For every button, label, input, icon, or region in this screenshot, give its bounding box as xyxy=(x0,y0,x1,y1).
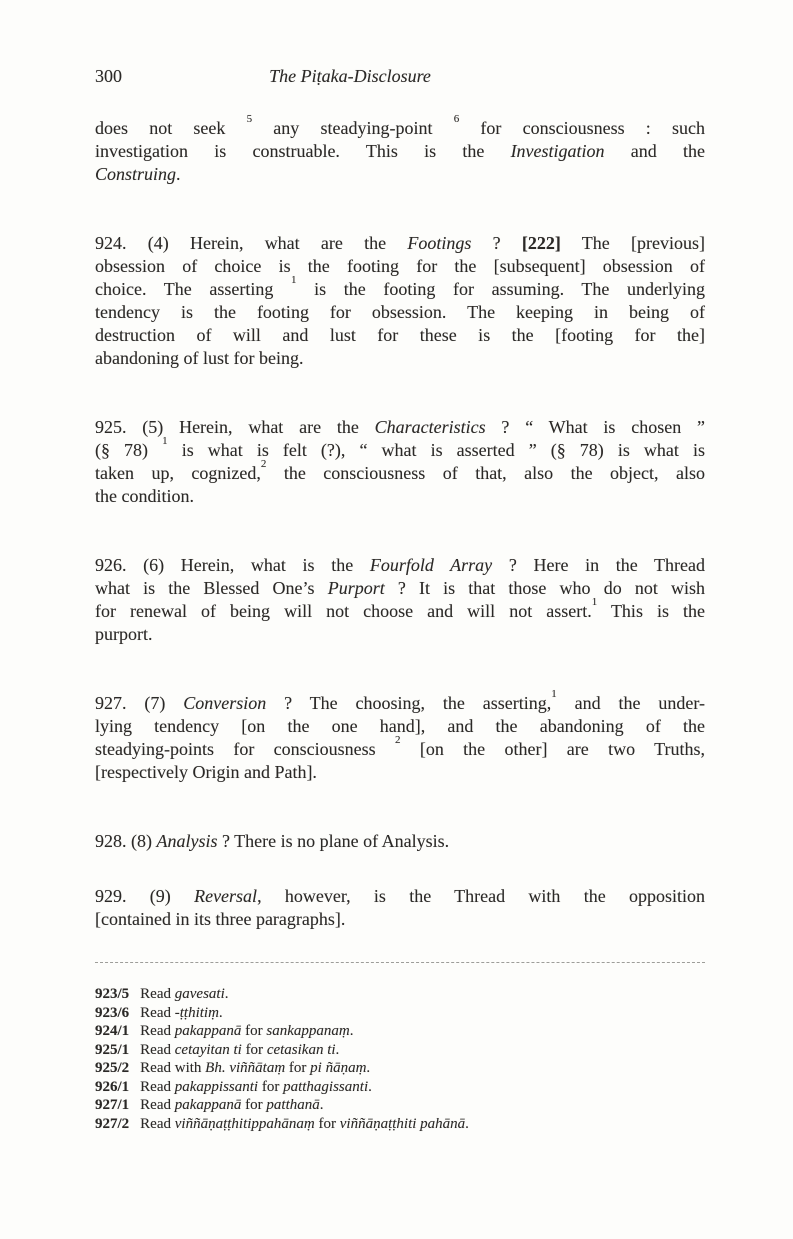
text-segment: (§ 78) xyxy=(95,440,163,460)
footnote-label: 926/1 xyxy=(95,1078,130,1095)
text-line xyxy=(95,347,705,370)
text-segment: patthanā xyxy=(266,1097,320,1113)
paragraph xyxy=(95,554,705,646)
footnote-ref: 6 xyxy=(453,113,460,126)
text-segment: . xyxy=(218,1004,223,1021)
text-segment: lying tendency [on the one hand], and the abandoning of the xyxy=(95,716,705,736)
text-segment: choice. The asserting xyxy=(95,279,291,299)
paragraph xyxy=(95,885,705,931)
text-segment: . xyxy=(366,1060,371,1076)
text-segment: 926. (6) Herein, what is the xyxy=(95,555,370,575)
text-segment: Bh. xyxy=(205,1060,226,1076)
text-segment: . xyxy=(465,1115,469,1132)
text-segment: abandoning of lust for being. xyxy=(95,348,304,368)
text-segment: . xyxy=(368,1078,372,1095)
text-segment: steadying-points for consciousness xyxy=(95,739,395,759)
paragraph xyxy=(95,113,705,186)
footnote xyxy=(95,1115,705,1134)
footnote-ref: 2 xyxy=(394,734,401,747)
text-segment: Conversion xyxy=(183,693,267,713)
text-segment: Characteristics xyxy=(374,417,486,437)
text-segment: [222] xyxy=(521,233,561,253)
footnote xyxy=(95,1059,705,1078)
page-number: 300 xyxy=(95,66,122,86)
text-segment: ? “ What is chosen ” xyxy=(485,417,705,437)
text-segment: cetasikan ti xyxy=(266,1041,336,1058)
paragraph xyxy=(95,416,705,508)
text-segment: Read xyxy=(140,1078,175,1095)
text-segment: . xyxy=(319,1097,324,1113)
text-segment: 927. (7) xyxy=(95,693,184,713)
text-segment: Read xyxy=(140,1115,175,1132)
text-segment: for xyxy=(258,1078,284,1095)
text-segment: pakappanā xyxy=(174,1023,242,1039)
text-line xyxy=(95,435,705,462)
text-segment: and the xyxy=(604,141,705,161)
text-line xyxy=(95,596,706,623)
text-line xyxy=(95,577,705,600)
text-segment: is what is felt (?), “ what is asserted ” (§ 78) is what is xyxy=(167,440,705,460)
text-segment: . xyxy=(335,1041,340,1058)
text-line xyxy=(95,274,705,301)
text-segment: viññāṇaṭṭhitippahānaṃ xyxy=(174,1115,315,1132)
text-line xyxy=(95,232,705,255)
text-segment: Read with xyxy=(140,1060,206,1076)
text-segment: 929. (9) xyxy=(95,886,195,906)
text-line xyxy=(95,885,705,908)
footnote xyxy=(95,985,705,1004)
text-segment: Investigation xyxy=(510,141,605,161)
text-segment: the condition. xyxy=(95,486,194,506)
text-segment: what is the Blessed One’s xyxy=(95,578,328,598)
text-segment: . xyxy=(349,1023,354,1039)
text-line xyxy=(95,113,705,140)
text-segment: [on the other] are two Truths, xyxy=(400,739,705,759)
text-segment: Read xyxy=(140,1023,175,1039)
text-segment: -ṭṭhitiṃ xyxy=(174,1004,219,1021)
paragraph xyxy=(95,232,705,370)
text-line xyxy=(95,301,705,324)
footnote-label: 925/2 xyxy=(95,1060,130,1076)
text-line xyxy=(95,485,705,508)
text-segment: Construing xyxy=(95,164,177,184)
text-line xyxy=(95,715,705,738)
text-segment: for consciousness : such xyxy=(459,118,705,138)
footnote-label: 925/1 xyxy=(95,1041,130,1058)
text-segment: ? xyxy=(471,233,522,253)
text-line xyxy=(95,623,705,646)
text-segment: for xyxy=(285,1060,311,1076)
text-line xyxy=(95,458,705,485)
text-segment: obsession of choice is the footing for the [subsequent] obsession of xyxy=(95,256,705,276)
footnote xyxy=(95,1096,705,1115)
text-line xyxy=(95,908,705,931)
text-segment: for renewal of being will not choose and will not assert. xyxy=(95,601,592,621)
text-segment: gavesati xyxy=(174,986,225,1002)
page-header xyxy=(95,66,705,88)
text-segment: for xyxy=(314,1115,340,1132)
footnotes xyxy=(95,963,705,1133)
text-segment: is the footing for assuming. The underlying xyxy=(296,279,705,299)
text-segment: destruction of will and lust for these is the [footing for the] xyxy=(95,325,705,345)
footnote-label: 924/1 xyxy=(95,1023,130,1039)
text-line xyxy=(95,416,705,439)
running-title: The Piṭaka-Disclosure xyxy=(269,66,431,86)
footnote-ref: 1 xyxy=(591,596,598,609)
text-segment: Reversal xyxy=(194,886,258,906)
footnote xyxy=(95,1022,705,1041)
paragraph xyxy=(95,830,705,853)
text-segment: and the under- xyxy=(556,693,705,713)
text-segment: sankappanaṃ xyxy=(266,1023,350,1039)
page-content xyxy=(95,66,705,1133)
text-segment: This is the xyxy=(597,601,706,621)
footnote xyxy=(95,1041,705,1060)
footnote-ref: 5 xyxy=(246,113,253,126)
text-line xyxy=(95,163,705,186)
footnote-label: 927/2 xyxy=(95,1115,130,1132)
text-segment: patthagissanti xyxy=(283,1078,369,1095)
text-segment: Read xyxy=(140,986,175,1002)
text-segment: investigation is construable. This is the xyxy=(95,141,511,161)
text-line xyxy=(95,140,705,163)
text-segment: pakappanā xyxy=(174,1097,242,1113)
footnote-label: 923/5 xyxy=(95,986,130,1002)
text-segment: Read xyxy=(140,1041,175,1058)
paragraph xyxy=(95,688,705,784)
text-segment: viññāṇaṭṭhiti pahānā xyxy=(339,1115,466,1132)
body xyxy=(95,113,706,931)
text-segment: Read xyxy=(140,1004,175,1021)
text-segment: . xyxy=(224,986,229,1002)
footnote xyxy=(95,1078,705,1097)
text-line xyxy=(95,554,705,577)
text-segment: pakappissanti xyxy=(174,1078,259,1095)
text-segment: any steadying-point xyxy=(252,118,454,138)
text-segment: purport. xyxy=(95,624,153,644)
text-line xyxy=(95,324,705,347)
text-segment: viññātaṃ xyxy=(229,1060,286,1076)
text-line xyxy=(95,830,705,853)
text-segment: 924. (4) Herein, what are the xyxy=(95,233,408,253)
text-segment: 925. (5) Herein, what are the xyxy=(95,417,375,437)
text-segment: cetayitan ti xyxy=(174,1041,242,1058)
text-segment: 928. (8) xyxy=(95,831,157,851)
text-segment: does not seek xyxy=(95,118,247,138)
text-line xyxy=(95,734,705,761)
text-segment: ? The choosing, the asserting, xyxy=(266,693,552,713)
text-segment: Purport xyxy=(327,578,385,598)
footnote xyxy=(95,1004,705,1023)
text-segment: , however, is the Thread with the opposition xyxy=(257,886,705,906)
text-segment: Fourfold Array xyxy=(369,555,493,575)
text-line xyxy=(95,761,705,784)
text-segment: Analysis xyxy=(156,831,218,851)
footnote-ref: 1 xyxy=(551,688,557,701)
footnote-label: 923/6 xyxy=(95,1004,130,1021)
text-segment: pi ñāṇaṃ xyxy=(310,1060,367,1076)
text-segment: tendency is the footing for obsession. The keeping in being of xyxy=(95,302,705,322)
footnote-label: 927/1 xyxy=(95,1097,130,1113)
text-segment: Read xyxy=(140,1097,175,1113)
text-segment: taken up, cognized, xyxy=(95,463,261,483)
text-segment: . xyxy=(176,164,181,184)
text-segment: ? There is no plane of Analysis. xyxy=(217,831,450,851)
text-segment: the consciousness of that, also the object, also xyxy=(266,463,705,483)
text-segment: [respectively Origin and Path]. xyxy=(95,762,317,782)
footnote-ref: 1 xyxy=(290,274,297,287)
text-segment: ? It is that those who do not wish xyxy=(384,578,705,598)
text-segment: [contained in its three paragraphs]. xyxy=(95,909,346,929)
text-segment: ? Here in the Thread xyxy=(492,555,706,575)
footnote-ref: 2 xyxy=(260,458,267,471)
text-segment: for xyxy=(241,1041,267,1058)
text-line xyxy=(95,688,705,715)
text-segment: Footings xyxy=(407,233,472,253)
text-line xyxy=(95,255,705,278)
footnote-ref: 1 xyxy=(162,435,168,448)
text-segment: for xyxy=(241,1097,267,1113)
text-segment: for xyxy=(241,1023,267,1039)
text-segment: The [previous] xyxy=(560,233,705,253)
